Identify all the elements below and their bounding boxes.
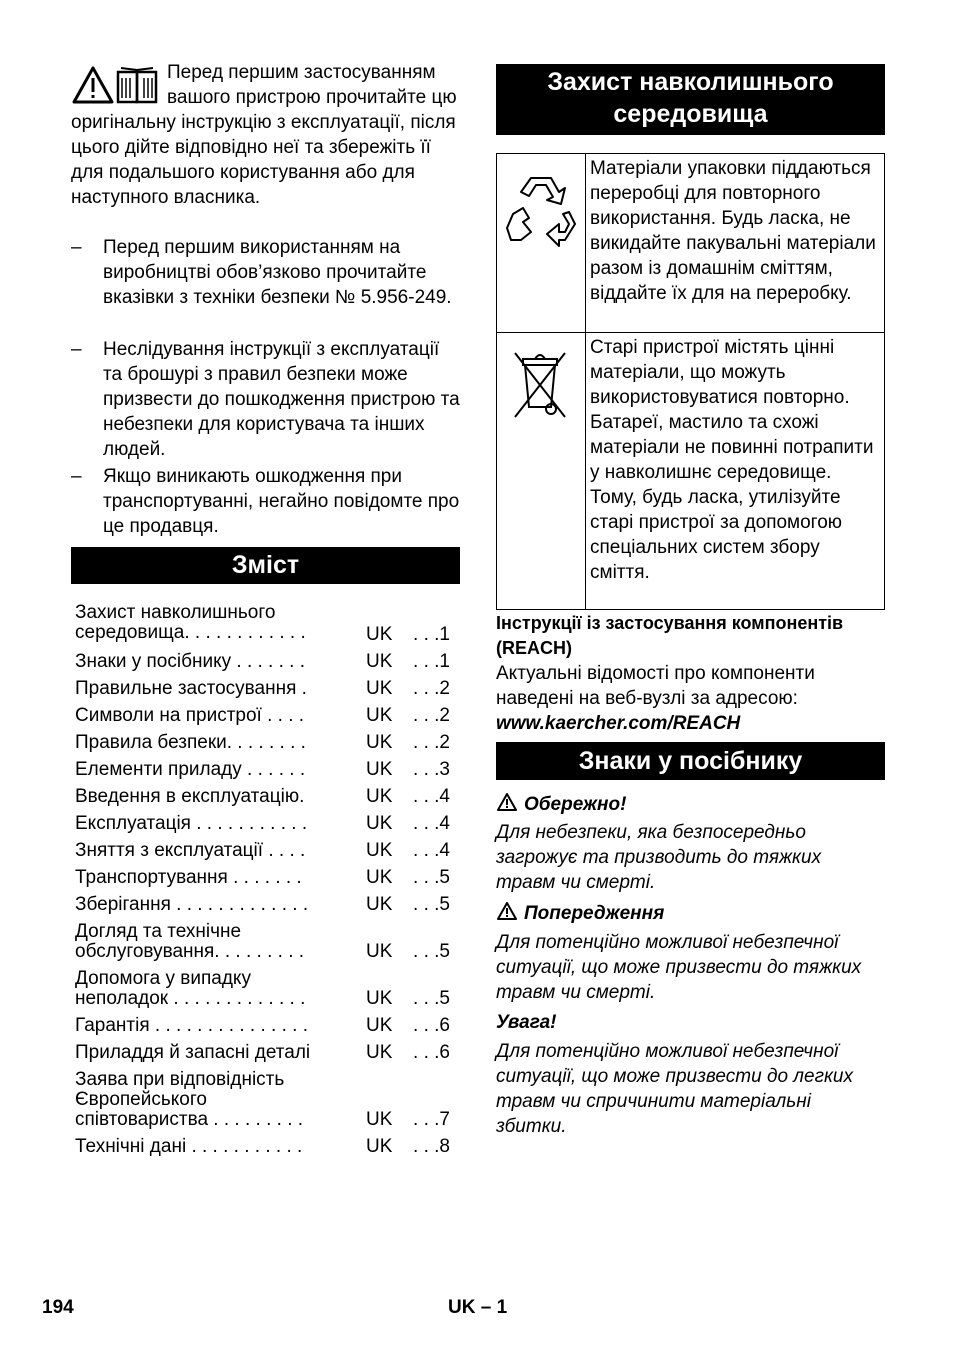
toc-item[interactable] <box>75 760 460 780</box>
bullet-item <box>71 235 460 310</box>
bullet-item <box>71 464 460 539</box>
toc-item[interactable] <box>75 922 460 962</box>
toc-item[interactable] <box>75 1043 460 1063</box>
toc-item-page: . . .4 <box>413 786 450 807</box>
toc-item-lang: UK <box>366 624 393 645</box>
table-row <box>497 154 885 333</box>
table-row <box>497 333 885 610</box>
toc-item-lang: UK <box>366 1136 393 1157</box>
toc-item-title: Правильне застосування . <box>75 679 307 699</box>
toc-item[interactable] <box>75 895 460 915</box>
warning-triangle-icon <box>496 901 518 921</box>
toc-item-title: Експлуатація . . . . . . . . . . . <box>75 814 308 834</box>
recycle-text: Матеріали упаковки піддаються переробці для повторного використання. Будь ласка, не викидайте пакувальні матеріали разом із домашнім сміттям, віддайте їх для на переробку. <box>586 154 885 333</box>
toc-item[interactable] <box>75 733 460 753</box>
toc-item-lang: UK <box>366 678 393 699</box>
toc-item-page: . . .2 <box>413 678 450 699</box>
toc-item-page: . . .5 <box>413 894 450 915</box>
toc-item-page: . . .3 <box>413 759 450 780</box>
toc-item-lang: UK <box>366 840 393 861</box>
toc-item-title: Символи на пристрої . . . . <box>75 706 305 726</box>
toc-item-title: Приладдя й запасні деталі <box>75 1043 311 1063</box>
toc-item[interactable] <box>75 969 460 1009</box>
toc-item-page: . . .2 <box>413 705 450 726</box>
toc-item-page: . . .1 <box>413 624 450 645</box>
caution-label: Увага! <box>496 1012 557 1033</box>
toc-item-page: . . .1 <box>413 651 450 672</box>
danger-label: Обережно! <box>524 794 627 815</box>
danger-text: Для небезпеки, яка безпосередньо загрожує та призводить до тяжких травм чи смерті. <box>496 822 822 893</box>
bullet-dash: – <box>71 237 82 258</box>
toc-item-title: Гарантія . . . . . . . . . . . . . . . <box>75 1016 308 1036</box>
toc-item-title: Зняття з експлуатації . . . . <box>75 841 306 861</box>
toc-item-title: Догляд та технічне обслуговування. . . . . . . . . <box>75 922 305 962</box>
toc-item-page: . . .5 <box>413 867 450 888</box>
page-section: UK – 1 <box>448 1297 508 1318</box>
signs-heading: Знаки у посібнику <box>496 742 885 780</box>
toc-item[interactable] <box>75 868 460 888</box>
environment-table <box>496 153 885 610</box>
bullet-dash: – <box>71 466 82 487</box>
toc-item-page: . . .2 <box>413 732 450 753</box>
toc-item-lang: UK <box>366 867 393 888</box>
bullet-item <box>71 337 460 462</box>
toc-item-page: . . .6 <box>413 1015 450 1036</box>
toc-item-title: Знаки у посібнику . . . . . . . <box>75 652 306 672</box>
toc-item-lang: UK <box>366 1109 393 1130</box>
toc-item-title: Допомога у випадку неполадок . . . . . . . . . . . . . <box>75 969 306 1009</box>
recycle-cell <box>497 154 586 333</box>
toc-heading: Зміст <box>71 547 460 584</box>
toc-item[interactable] <box>75 814 460 834</box>
bin-cell <box>497 333 586 610</box>
toc-item[interactable] <box>75 841 460 861</box>
toc-item-lang: UK <box>366 988 393 1009</box>
toc-item-lang: UK <box>366 651 393 672</box>
bullet-text: Неслідування інструкції з експлуатації та брошурі з правил безпеки може призвести до пошкодження пристрою та небезпеки для користувача та інших людей. <box>103 339 460 460</box>
toc-item[interactable] <box>75 652 460 672</box>
toc-item-lang: UK <box>366 759 393 780</box>
intro-icons <box>71 64 161 108</box>
bullet-text: Перед першим використанням на виробництві обов’язково прочитайте вказівки з техніки безпеки № 5.956-249. <box>103 237 452 308</box>
reach-text: Актуальні відомості про компоненти наведені на веб-вузлі за адресою: <box>496 663 815 709</box>
toc-item-title: Введення в експлуатацію. <box>75 787 305 807</box>
danger-label-row <box>496 792 885 817</box>
crossed-bin-icon <box>511 347 571 423</box>
warning-triangle-icon <box>74 68 112 102</box>
toc-item-page: . . .4 <box>413 813 450 834</box>
warning-label-row <box>496 901 885 926</box>
environment-heading: Захист навколишнього середовища <box>496 64 885 135</box>
page-number: 194 <box>42 1297 74 1318</box>
bullet-text: Якщо виникають ошкодження при транспортуванні, негайно повідомте про це продавця. <box>103 466 460 537</box>
bullet-dash: – <box>71 339 82 360</box>
intro-text: Перед першим застосуванням вашого пристрою прочитайте цю оригінальну інструкцію з експлуатації, після цього дійте відповідно неї та збережіть її для подальшого користування або для наступного власника. <box>71 62 457 208</box>
toc-item-lang: UK <box>366 894 393 915</box>
toc-item-title: Заява при відповідність Європейського співтовариства . . . . . . . . . <box>75 1070 304 1130</box>
intro-paragraph <box>71 60 460 210</box>
toc-item[interactable] <box>75 706 460 726</box>
recycle-icon <box>501 168 581 248</box>
manual-book-icon <box>118 68 156 102</box>
toc-item[interactable] <box>75 603 460 645</box>
reach-link[interactable]: www.kaercher.com/REACH <box>496 713 741 734</box>
toc-item[interactable] <box>75 1070 460 1130</box>
toc-item-lang: UK <box>366 705 393 726</box>
toc-item-title: Захист навколишнього середовища. . . . . . . . . . . . <box>75 603 306 643</box>
toc-item-lang: UK <box>366 1042 393 1063</box>
toc-item[interactable] <box>75 787 460 807</box>
table-of-contents <box>75 603 460 1157</box>
toc-item-page: . . .7 <box>413 1109 450 1130</box>
toc-item-page: . . .5 <box>413 988 450 1009</box>
toc-item-lang: UK <box>366 813 393 834</box>
toc-item-title: Технічні дані . . . . . . . . . . . <box>75 1137 303 1157</box>
toc-item-title: Елементи приладу . . . . . . <box>75 760 306 780</box>
toc-item-lang: UK <box>366 1015 393 1036</box>
warning-label: Попередження <box>524 903 665 924</box>
warning-triangle-icon <box>496 792 518 812</box>
warning-text: Для потенційно можливої небезпечної ситуації, що може призвести до тяжких травм чи смерті. <box>496 932 862 1003</box>
toc-item[interactable] <box>75 1137 460 1157</box>
toc-item-page: . . .6 <box>413 1042 450 1063</box>
toc-item[interactable] <box>75 679 460 699</box>
bin-text: Старі пристрої містять цінні матеріали, що можуть використовуватися повторно. Батареї, мастило та схожі матеріали не повинні потрапити у навколишнє середовище. Тому, будь ласка, утилізуйте старі пристрої за допомогою спеціальних систем збору сміття. <box>586 333 885 610</box>
toc-item-title: Транспортування . . . . . . . <box>75 868 302 888</box>
toc-item-page: . . .8 <box>413 1136 450 1157</box>
reach-heading: Інструкції із застосування компонентів (REACH) <box>496 613 844 658</box>
toc-item-title: Правила безпеки. . . . . . . . <box>75 733 306 753</box>
toc-item[interactable] <box>75 1016 460 1036</box>
toc-item-title: Зберігання . . . . . . . . . . . . . <box>75 895 309 915</box>
toc-item-lang: UK <box>366 941 393 962</box>
toc-item-page: . . .4 <box>413 840 450 861</box>
caution-text: Для потенційно можливої небезпечної ситуації, що може призвести до легких травм чи спричинити матеріальні збитки. <box>496 1041 854 1137</box>
toc-item-lang: UK <box>366 786 393 807</box>
toc-item-page: . . .5 <box>413 941 450 962</box>
toc-item-lang: UK <box>366 732 393 753</box>
